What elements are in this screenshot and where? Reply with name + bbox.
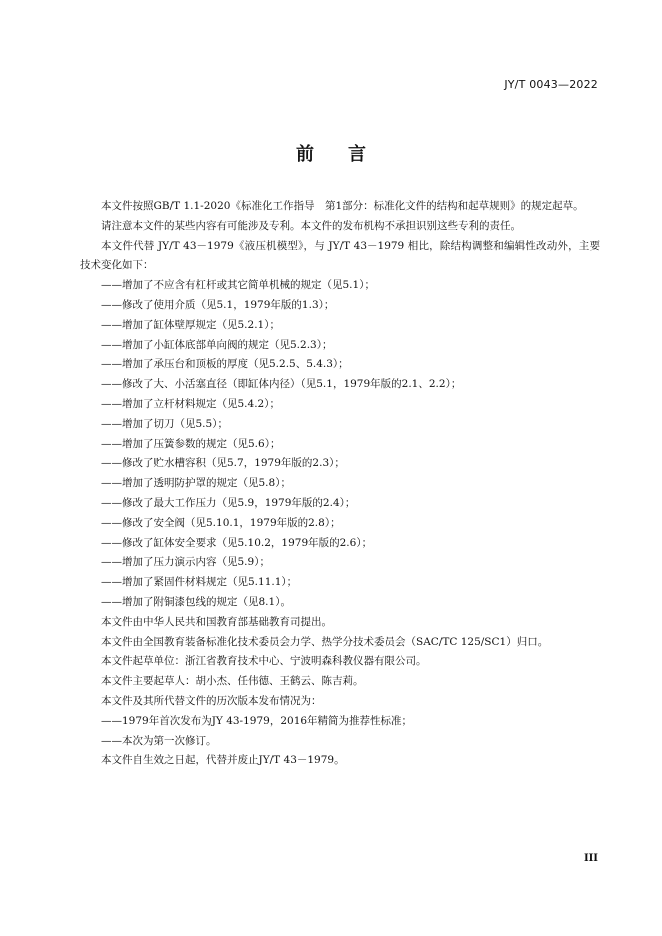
document-code: JY/T 0043—2022 (504, 78, 598, 91)
list-item: ——增加了不应含有杠杆或其它简单机械的规定（见5.1）； (101, 279, 375, 292)
list-item: ——增加了附铜漆包线的规定（见8.1）。 (101, 595, 291, 608)
list-item: ——增加了压簧参数的规定（见5.6）； (101, 437, 281, 450)
paragraph: 本文件由全国教育装备标准化技术委员会力学、热学分技术委员会（SAC/TC 125/SC1）归口。 (101, 635, 549, 648)
page-number: III (583, 853, 598, 864)
paragraph: 本文件主要起草人：胡小杰、任伟德、王鹤云、陈吉莉。 (101, 675, 364, 688)
list-item: ——修改了使用介质（见5.1，1979年版的1.3）； (101, 298, 335, 311)
paragraph: 请注意本文件的某些内容有可能涉及专利。本文件的发布机构不承担识别这些专利的责任。 (101, 219, 521, 232)
list-item: ——增加了紧固件材料规定（见5.11.1）； (101, 576, 298, 589)
list-item: ——增加了立杆材料规定（见5.4.2）； (101, 397, 280, 410)
list-item: ——修改了大、小活塞直径（即缸体内径）（见5.1，1979年版的2.1、2.2）； (101, 378, 462, 391)
paragraph: 本文件自生效之日起，代替并废止JY/T 43－1979。 (101, 754, 345, 767)
list-item: ——修改了贮水槽容积（见5.7，1979年版的2.3）； (101, 457, 345, 470)
list-item: ——修改了安全阀（见5.10.1，1979年版的2.8）； (101, 516, 341, 529)
paragraph: 本文件由中华人民共和国教育部基础教育司提出。 (101, 615, 332, 628)
list-item: ——增加了承压台和顶板的厚度（见5.2.5、5.4.3）； (101, 358, 349, 371)
list-item: ——增加了切刀（见5.5）； (101, 417, 228, 430)
document-body (80, 197, 600, 771)
list-item: ——增加了压力演示内容（见5.9）； (101, 556, 270, 569)
list-item: ——增加了缸体壁厚规定（见5.2.1）； (101, 318, 280, 331)
paragraph: 本文件按照GB/T 1.1-2020《标准化工作指导 第1部分：标准化文件的结构和起草规则》的规定起草。 (101, 200, 584, 212)
list-item: ——1979年首次发布为JY 43-1979，2016年精简为推荐性标准； (101, 714, 413, 727)
list-item: ——增加了透明防护罩的规定（见5.8）； (101, 477, 291, 490)
list-item: ——修改了最大工作压力（见5.9，1979年版的2.4）； (101, 496, 356, 509)
paragraph: 本文件代替 JY/T 43－1979《液压机模型》，与 JY/T 43－1979 相比，除结构调整和编辑性改动外，主要技术变化如下： (80, 239, 600, 272)
page-title: 前言 (296, 144, 400, 165)
paragraph: 本文件及其所代替文件的历次版本发布情况为： (101, 694, 322, 707)
list-item: ——本次为第一次修订。 (101, 734, 217, 747)
paragraph: 本文件起草单位：浙江省教育技术中心、宁波明森科教仪器有限公司。 (101, 655, 427, 668)
list-item: ——增加了小缸体底部单向阀的规定（见5.2.3）； (101, 338, 333, 351)
list-item: ——修改了缸体安全要求（见5.10.2，1979年版的2.6）； (101, 536, 373, 549)
